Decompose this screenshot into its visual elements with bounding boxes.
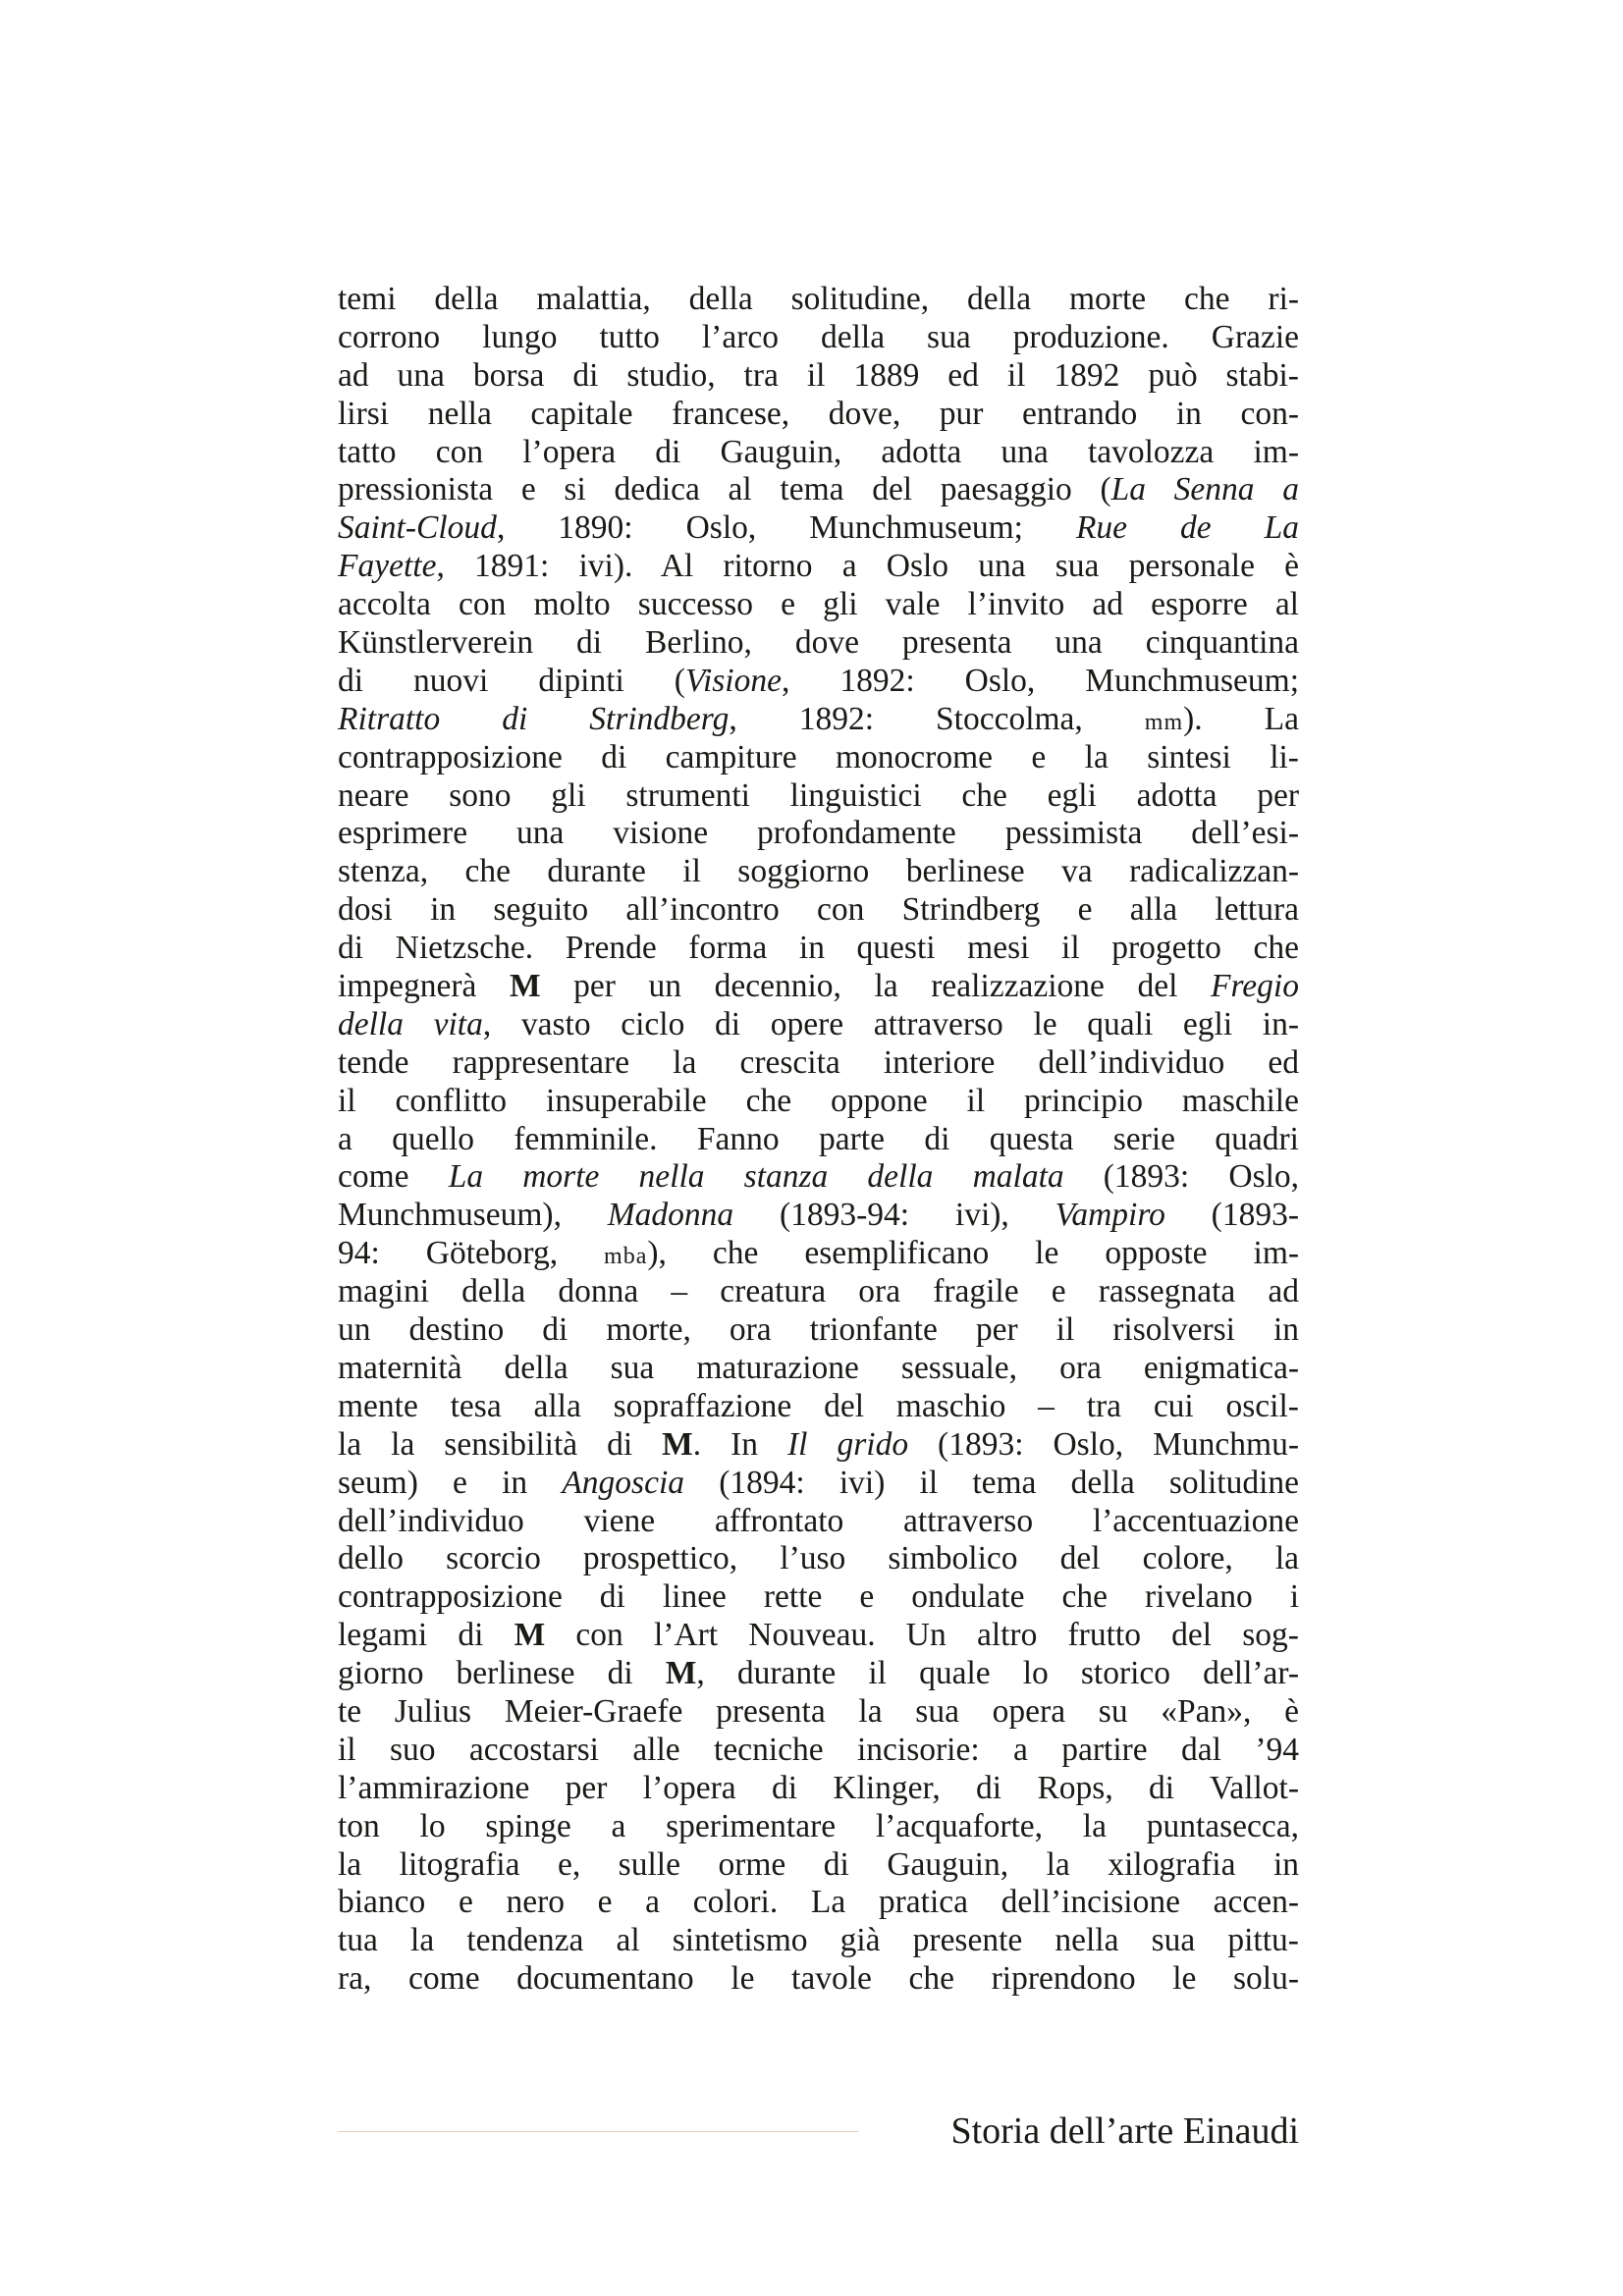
text-segment: tatto con l’opera di Gauguin, adotta una tavolozza im- xyxy=(338,433,1299,470)
text-line xyxy=(338,1617,1299,1655)
text-segment: M xyxy=(665,1655,697,1692)
text-line xyxy=(338,1465,1299,1503)
text-line xyxy=(338,471,1299,509)
text-segment: dello scorcio prospettico, l’uso simbolico del colore, la xyxy=(338,1540,1299,1577)
body-text xyxy=(338,281,1299,1999)
text-segment: mente tesa alla sopraffazione del maschio – tra cui oscil- xyxy=(338,1387,1299,1424)
text-segment: a quello femminile. Fanno parte di questa serie quadri xyxy=(338,1120,1299,1157)
text-segment: legami di xyxy=(338,1617,514,1654)
text-segment: , 1891: ivi). Al ritorno a Oslo una sua personale è xyxy=(436,548,1299,585)
text-segment: di nuovi dipinti ( xyxy=(338,662,685,699)
text-segment: Ritratto di Strindberg xyxy=(338,700,730,737)
text-line xyxy=(338,357,1299,396)
text-line xyxy=(338,624,1299,663)
text-segment: tende rappresentare la crescita interiore dell’individuo ed xyxy=(338,1043,1300,1081)
text-line xyxy=(338,815,1299,853)
text-segment: lirsi nella capitale francese, dove, pur entrando in con- xyxy=(338,395,1300,432)
text-line xyxy=(338,777,1299,816)
text-segment: La Senna a xyxy=(1110,471,1299,508)
text-segment: di Nietzsche. Prende forma in questi mesi il progetto che xyxy=(338,930,1299,967)
text-segment: ). La xyxy=(1183,700,1299,737)
text-segment: magini della donna – creatura ora fragile e rassegnata ad xyxy=(338,1273,1300,1310)
text-segment: Il grido xyxy=(787,1425,909,1463)
text-segment: Visione xyxy=(684,662,782,699)
text-line xyxy=(338,319,1299,357)
text-segment: (1893: Oslo, Munchmu- xyxy=(908,1425,1299,1463)
text-segment: dosi in seguito all’incontro con Strindberg e alla lettura xyxy=(338,891,1299,929)
text-line xyxy=(338,1273,1299,1311)
text-line xyxy=(338,1044,1299,1083)
text-segment: corrono lungo tutto l’arco della sua produzione. Grazie xyxy=(338,318,1300,355)
text-segment: stenza, che durante il soggiorno berlinese va radicalizzan- xyxy=(338,853,1300,890)
text-segment: La morte nella stanza della malata xyxy=(448,1158,1064,1196)
text-line xyxy=(338,281,1299,319)
text-segment: pressionista e si dedica al tema del paesaggio ( xyxy=(338,471,1111,508)
text-segment: tua la tendenza al sintetismo già presente nella sua pittu- xyxy=(338,1922,1299,1959)
text-line xyxy=(338,1158,1299,1197)
text-segment: per un decennio, la realizzazione del xyxy=(540,968,1212,1005)
text-segment: la la sensibilità di xyxy=(338,1425,663,1463)
text-line xyxy=(338,1655,1299,1693)
text-segment: Munchmuseum), xyxy=(338,1197,608,1234)
text-segment: M xyxy=(662,1425,693,1463)
publication-title: Storia dell’arte Einaudi xyxy=(950,2110,1299,2152)
text-line xyxy=(338,853,1299,891)
text-line xyxy=(338,1540,1299,1578)
text-line xyxy=(338,1693,1299,1732)
text-segment: Rue de La xyxy=(1075,509,1300,547)
text-line xyxy=(338,1960,1299,1999)
text-line xyxy=(338,1388,1299,1426)
text-line xyxy=(338,1083,1299,1121)
text-segment: neare sono gli strumenti linguistici che egli adotta per xyxy=(338,776,1300,814)
text-segment: Künstlerverein di Berlino, dove presenta una cinquantina xyxy=(338,624,1300,662)
text-segment: mba xyxy=(604,1244,648,1270)
text-line xyxy=(338,548,1299,586)
text-line xyxy=(338,1732,1299,1770)
text-segment: seum) e in xyxy=(338,1464,563,1501)
text-line xyxy=(338,1426,1299,1465)
text-segment: come xyxy=(338,1158,449,1196)
text-segment: l’ammirazione per l’opera di Klinger, di Rops, di Vallot- xyxy=(338,1769,1300,1806)
text-segment: ra, come documentano le tavole che riprendono le solu- xyxy=(338,1960,1300,1998)
text-line xyxy=(338,1808,1299,1846)
text-segment: Madonna xyxy=(607,1197,734,1234)
text-line xyxy=(338,1770,1299,1808)
text-segment: giorno berlinese di xyxy=(338,1655,666,1692)
text-segment: . In xyxy=(692,1425,788,1463)
text-segment: M xyxy=(509,968,541,1005)
text-line xyxy=(338,1922,1299,1960)
text-line xyxy=(338,663,1299,701)
text-line xyxy=(338,1121,1299,1159)
text-segment: contrapposizione di linee rette e ondulate che rivelano i xyxy=(338,1578,1300,1616)
text-line xyxy=(338,396,1299,434)
text-line xyxy=(338,1197,1299,1235)
text-line xyxy=(338,1578,1299,1617)
page-footer xyxy=(338,2109,1299,2154)
text-line xyxy=(338,701,1299,739)
text-line xyxy=(338,1311,1299,1350)
text-segment: mm xyxy=(1144,709,1184,735)
text-line xyxy=(338,930,1299,968)
text-segment: della vita xyxy=(338,1005,483,1042)
text-segment: il conflitto insuperabile che oppone il principio maschile xyxy=(338,1082,1299,1119)
text-segment: Fregio xyxy=(1211,968,1299,1005)
text-line xyxy=(338,509,1299,548)
text-line xyxy=(338,434,1299,472)
text-segment: Vampiro xyxy=(1055,1197,1165,1234)
text-segment: , 1892: Stoccolma, xyxy=(729,700,1145,737)
text-segment: , vasto ciclo di opere attraverso le quali egli in- xyxy=(482,1005,1299,1042)
text-segment: , 1892: Oslo, Munchmuseum; xyxy=(781,662,1300,699)
text-line xyxy=(338,1884,1299,1922)
text-segment: te Julius Meier-Graefe presenta la sua opera su «Pan», è xyxy=(338,1692,1299,1730)
text-line xyxy=(338,968,1299,1006)
text-segment: contrapposizione di campiture monocrome e la sintesi li- xyxy=(338,738,1299,775)
footer-rule xyxy=(338,2131,858,2132)
text-line xyxy=(338,891,1299,930)
text-segment: Angoscia xyxy=(562,1464,685,1501)
text-segment: M xyxy=(514,1617,546,1654)
text-segment: esprimere una visione profondamente pessimista dell’esi- xyxy=(338,815,1300,852)
text-segment: (1893-94: ivi), xyxy=(733,1197,1055,1234)
text-segment: bianco e nero e a colori. La pratica dell’incisione accen- xyxy=(338,1884,1300,1921)
text-segment: temi della malattia, della solitudine, della morte che ri- xyxy=(338,281,1300,317)
text-segment: (1893- xyxy=(1164,1197,1299,1234)
text-line xyxy=(338,1503,1299,1541)
text-segment: ), che esemplificano le opposte im- xyxy=(647,1235,1300,1272)
text-segment: Saint-Cloud xyxy=(338,509,497,547)
text-segment: dell’individuo viene affrontato attraverso l’accentuazione xyxy=(338,1502,1299,1539)
text-segment: impegnerà xyxy=(338,968,510,1005)
text-segment: ton lo spinge a sperimentare l’acquaforte, la puntasecca, xyxy=(338,1807,1300,1844)
text-segment: , durante il quale lo storico dell’ar- xyxy=(696,1655,1300,1692)
text-segment: Fayette xyxy=(338,548,437,585)
text-line xyxy=(338,739,1299,777)
text-segment: con l’Art Nouveau. Un altro frutto del sog- xyxy=(545,1617,1299,1654)
text-segment: 94: Göteborg, xyxy=(338,1235,605,1272)
text-segment: (1894: ivi) il tema della solitudine xyxy=(684,1464,1300,1501)
text-line xyxy=(338,1350,1299,1388)
text-line xyxy=(338,1235,1299,1273)
text-line xyxy=(338,1846,1299,1885)
text-segment: la litografia e, sulle orme di Gauguin, la xilografia in xyxy=(338,1845,1300,1883)
text-line xyxy=(338,1006,1299,1044)
text-segment: (1893: Oslo, xyxy=(1063,1158,1300,1196)
text-segment: , 1890: Oslo, Munchmuseum; xyxy=(496,509,1076,547)
text-line xyxy=(338,586,1299,624)
text-segment: maternità della sua maturazione sessuale, ora enigmatica- xyxy=(338,1349,1299,1386)
text-segment: un destino di morte, ora trionfante per il risolversi in xyxy=(338,1311,1300,1349)
text-segment: il suo accostarsi alle tecniche incisorie: a partire dal ’94 xyxy=(338,1731,1299,1768)
text-segment: accolta con molto successo e gli vale l’invito ad esporre al xyxy=(338,586,1299,623)
text-segment: ad una borsa di studio, tra il 1889 ed il 1892 può stabi- xyxy=(338,356,1299,394)
